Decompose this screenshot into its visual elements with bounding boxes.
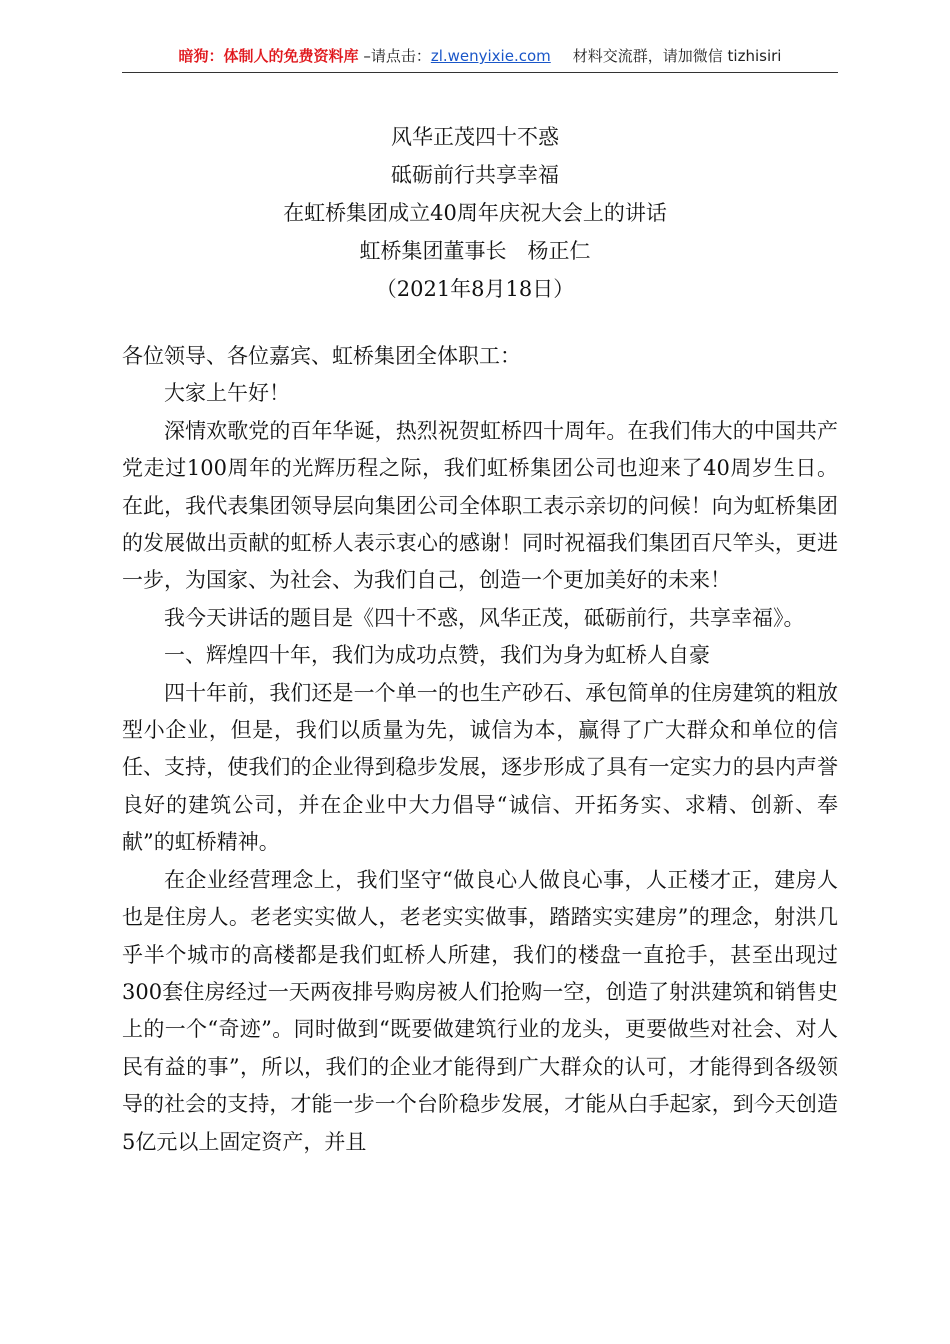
speaker: 虹桥集团董事长 杨正仁 <box>359 239 591 263</box>
paragraph-3: 四十年前，我们还是一个单一的也生产砂石、承包简单的住房建筑的粗放型小企业，但是，我们以质量为先，诚信为本，赢得了广大群众和单位的信任、支持，使我们的企业得到稳步发展，逐步形成了具有一定实力的县内声誉良好的建筑公司，并在企业中大力倡导“诚信、开拓务实、求精、创新、奉献”的虹桥精神。 <box>122 680 838 855</box>
subtitle: 在虹桥集团成立40周年庆祝大会上的讲话 <box>283 201 667 225</box>
paragraph-2: 我今天讲话的题目是《四十不惑，风华正茂，砥砺前行，共享幸福》。 <box>164 605 805 630</box>
paragraph-4: 在企业经营理念上，我们坚守“做良心人做良心事，人正楼才正，建房人也是住房人。老老实实做人，老老实实做事，踏踏实实建房”的理念，射洪几乎半个城市的高楼都是我们虹桥人所建，我们的楼盘一直抢手，甚至出现过300套住房经过一天两夜排号购房被人们抢购一空，创造了射洪建筑和销售史上的一个“奇迹”。同时做到“既要做建筑行业的龙头，更要做些对社会、对人民有益的事”，所以，我们的企业才能得到广大群众的认可，才能得到各级领导的社会的支持，才能一步一个台阶稳步发展，才能从白手起家，到今天创造5亿元以上固定资产，并且 <box>122 867 838 1154</box>
page-header <box>122 44 838 73</box>
title-line-2: 砥砺前行共享幸福 <box>391 163 559 187</box>
greeting: 大家上午好！ <box>164 381 290 406</box>
header-brand: 暗狗：体制人的免费资料库 <box>178 47 359 65</box>
paragraph-1: 深情欢歌党的百年华诞，热烈祝贺虹桥四十周年。在我们伟大的中国共产党走过100周年的光辉历程之际，我们虹桥集团公司也迎来了40周岁生日。在此，我代表集团领导层向集团公司全体职工表示亲切的问候！向为虹桥集团的发展做出贡献的虹桥人表示衷心的感谢！同时祝福我们集团百尺竿头，更进一步，为国家、为社会、为我们自己，创造一个更加美好的未来！ <box>122 418 838 593</box>
title-block <box>0 118 950 308</box>
header-link[interactable]: zl.wenyixie.com <box>430 47 551 65</box>
title-line-1: 风华正茂四十不惑 <box>391 125 559 149</box>
speech-date: （2021年8月18日） <box>375 277 575 301</box>
header-prompt: –请点击： <box>358 47 431 65</box>
section-heading-1: 一、辉煌四十年，我们为成功点赞，我们为身为虹桥人自豪 <box>164 643 710 668</box>
speech-body <box>122 338 838 1161</box>
salutation: 各位领导、各位嘉宾、虹桥集团全体职工： <box>122 344 521 368</box>
header-contact: 材料交流群，请加微信 tizhisiri <box>572 47 782 65</box>
